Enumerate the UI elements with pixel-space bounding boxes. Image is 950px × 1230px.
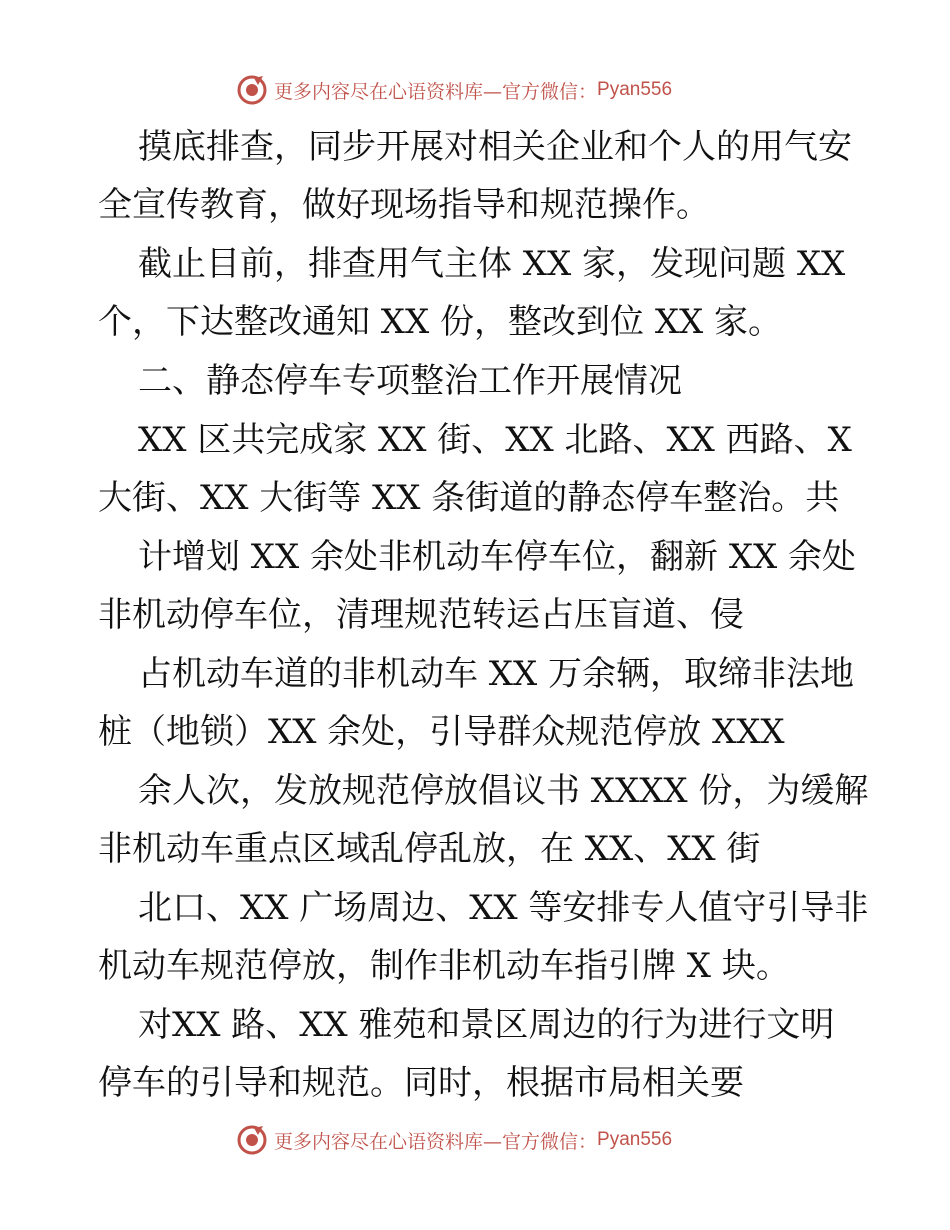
watermark-logo-icon (236, 74, 268, 106)
body-line: XX 区共完成家 XX 街、XX 北路、XX 西路、X (138, 420, 852, 460)
section-heading: 二、静态停车专项整治工作开展情况 (138, 361, 682, 401)
body-line: 桩（地锁）XX 余处，引导群众规范停放 XXX (98, 712, 785, 752)
watermark-text: 更多内容尽在心语资料库—官方微信： (274, 1130, 598, 1153)
body-line: 大街、XX 大街等 XX 条街道的静态停车整治。共 (98, 478, 840, 518)
watermark-text: 更多内容尽在心语资料库—官方微信： (274, 80, 598, 103)
body-line: 对XX 路、XX 雅苑和景区周边的行为进行文明 (138, 1005, 835, 1045)
body-line: 停车的引导和规范。同时，根据市局相关要 (98, 1063, 744, 1103)
body-line: 余人次，发放规范停放倡议书 XXXX 份，为缓解 (138, 771, 869, 811)
body-line: 截止目前，排查用气主体 XX 家，发现问题 XX (138, 244, 846, 284)
body-line: 北口、XX 广场周边、XX 等安排专人值守引导非 (138, 888, 869, 928)
watermark-logo-icon (236, 1124, 268, 1156)
body-line: 计增划 XX 余处非机动车停车位，翻新 XX 余处 (138, 537, 857, 577)
body-line: 摸底排查，同步开展对相关企业和个人的用气安 (138, 127, 852, 167)
header-watermark (236, 73, 672, 107)
body-line: 非机动停车位，清理规范转运占压盲道、侵 (98, 595, 744, 635)
body-line: 非机动车重点区域乱停乱放，在 XX、XX 街 (98, 829, 761, 869)
body-line: 机动车规范停放，制作非机动车指引牌 X 块。 (98, 946, 790, 986)
watermark-contact: Pyan556 (597, 1129, 673, 1150)
watermark-contact: Pyan556 (597, 79, 673, 100)
body-line: 全宣传教育，做好现场指导和规范操作。 (98, 185, 710, 225)
body-line: 个，下达整改通知 XX 份，整改到位 XX 家。 (98, 302, 783, 342)
body-line: 占机动车道的非机动车 XX 万余辆，取缔非法地 (138, 654, 855, 694)
footer-watermark (236, 1123, 672, 1157)
